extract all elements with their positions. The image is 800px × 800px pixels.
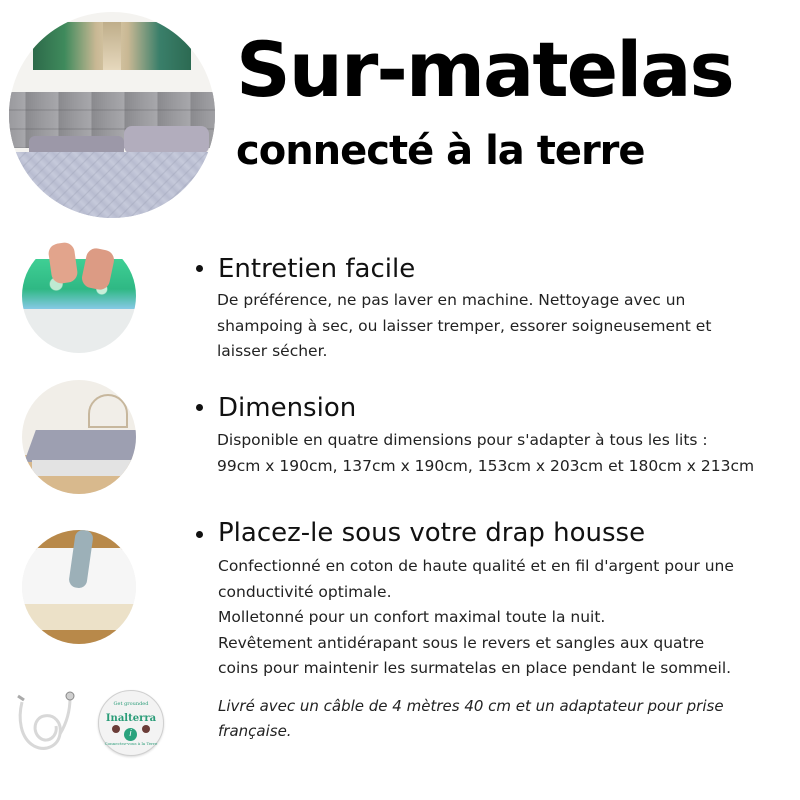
page-subtitle: connecté à la terre: [236, 128, 645, 174]
note-line: Livré avec un câble de 4 mètres 40 cm et un adaptateur pour prise: [218, 697, 724, 715]
delivery-note: [218, 694, 724, 744]
body-line: coins pour maintenir les surmatelas en place pendant le sommeil.: [218, 659, 732, 677]
bullet-icon: [196, 265, 203, 272]
body-line: shampoing à sec, ou laisser tremper, essorer soigneusement et: [217, 316, 712, 335]
badge-top-text: Get grounded: [113, 701, 149, 707]
note-line: française.: [218, 722, 292, 740]
body-line: Molletonné pour un confort maximal toute la nuit.: [218, 608, 606, 626]
pillow: [124, 126, 209, 154]
dimension-photo: [22, 380, 136, 494]
fitted-sheet-photo: [22, 530, 136, 644]
socket-hole: [142, 725, 150, 733]
section-body-placement: [218, 554, 734, 682]
body-line: De préférence, ne pas laver en machine. Nettoyage avec un: [217, 291, 686, 309]
section-heading-placement: Placez-le sous votre drap housse: [218, 518, 646, 548]
section-heading-care: Entretien facile: [218, 254, 416, 284]
hero-bed-image: [9, 12, 215, 218]
body-line: conductivité optimale.: [218, 582, 392, 601]
bridge-painting: [33, 22, 191, 70]
body-line: Confectionné en coton de haute qualité et en fil d'argent pour une: [218, 557, 734, 575]
section-body-care: [217, 288, 711, 365]
body-line: laisser sécher.: [217, 342, 328, 360]
bullet-icon: [196, 531, 203, 538]
bullet-icon: [196, 404, 203, 411]
page-title: Sur-matelas: [236, 25, 733, 114]
badge-brand: Inalterra: [105, 713, 157, 724]
section-heading-dimension: Dimension: [218, 393, 357, 423]
quilted-topper: [9, 152, 215, 218]
brand-logo-icon: i: [124, 728, 137, 741]
badge-bottom-text: Connectez-vous à la Terre: [104, 741, 158, 746]
wash-illustration: [22, 239, 136, 353]
section-body-dimension: [217, 428, 754, 479]
body-line: Disponible en quatre dimensions pour s'adapter à tous les lits :: [217, 431, 708, 449]
body-line: 99cm x 190cm, 137cm x 190cm, 153cm x 203cm et 180cm x 213cm: [217, 456, 755, 475]
socket-hole: [112, 725, 120, 733]
earth-adapter-badge: [98, 690, 164, 756]
body-line: Revêtement antidérapant sous le revers et sangles aux quatre: [218, 633, 705, 652]
cable-icon: [14, 688, 76, 756]
